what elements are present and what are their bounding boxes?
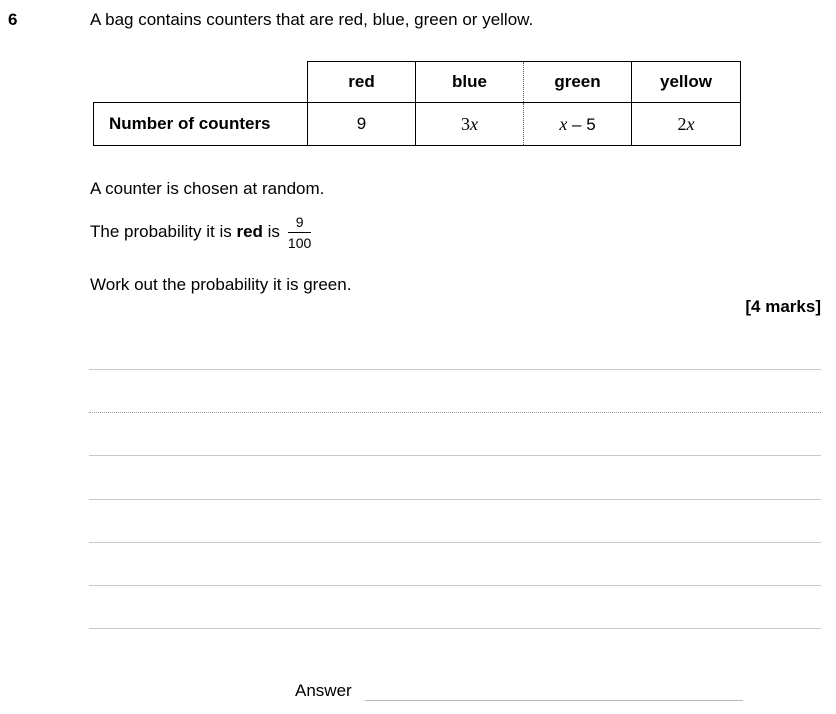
blue-variable: x: [470, 113, 478, 134]
answer-label: Answer: [295, 681, 352, 700]
working-line[interactable]: [89, 628, 821, 629]
header-blue: blue: [416, 62, 524, 103]
green-variable: x: [559, 113, 568, 134]
header-green: green: [524, 62, 632, 103]
working-line[interactable]: [89, 499, 821, 500]
value-green: [524, 103, 632, 146]
counters-table: [93, 61, 741, 146]
working-line[interactable]: [89, 455, 821, 456]
header-red: red: [308, 62, 416, 103]
probability-is: is: [262, 222, 280, 241]
probability-colour: red: [236, 222, 263, 241]
green-constant: – 5: [567, 114, 596, 134]
working-line[interactable]: [89, 412, 821, 413]
probability-prefix: The probability it is: [90, 222, 237, 241]
probability-statement: [90, 212, 311, 252]
value-yellow: [632, 103, 741, 146]
task-instruction: Work out the probability it is green.: [90, 275, 352, 294]
table-row: [94, 103, 741, 146]
working-line[interactable]: [89, 585, 821, 586]
fraction-denominator: 100: [287, 234, 312, 251]
table-corner-cell: [94, 62, 308, 103]
working-line[interactable]: [89, 542, 821, 543]
answer-line[interactable]: [365, 700, 743, 701]
question-stem: A bag contains counters that are red, blue, green or yellow.: [90, 10, 534, 29]
value-red: 9: [308, 103, 416, 146]
yellow-variable: x: [686, 113, 695, 134]
header-yellow: yellow: [632, 62, 741, 103]
marks-label: [4 marks]: [745, 297, 821, 316]
fraction-numerator: 9: [295, 213, 304, 230]
table-header-row: [94, 62, 741, 103]
yellow-coefficient: 2: [677, 113, 687, 134]
question-number: 6: [8, 10, 18, 29]
working-line[interactable]: [89, 369, 821, 370]
probability-fraction: [288, 214, 311, 251]
row-label: Number of counters: [94, 103, 308, 146]
blue-coefficient: 3: [461, 113, 470, 134]
fraction-bar: [288, 232, 311, 233]
random-statement: A counter is chosen at random.: [90, 179, 325, 198]
value-blue: [416, 103, 524, 146]
